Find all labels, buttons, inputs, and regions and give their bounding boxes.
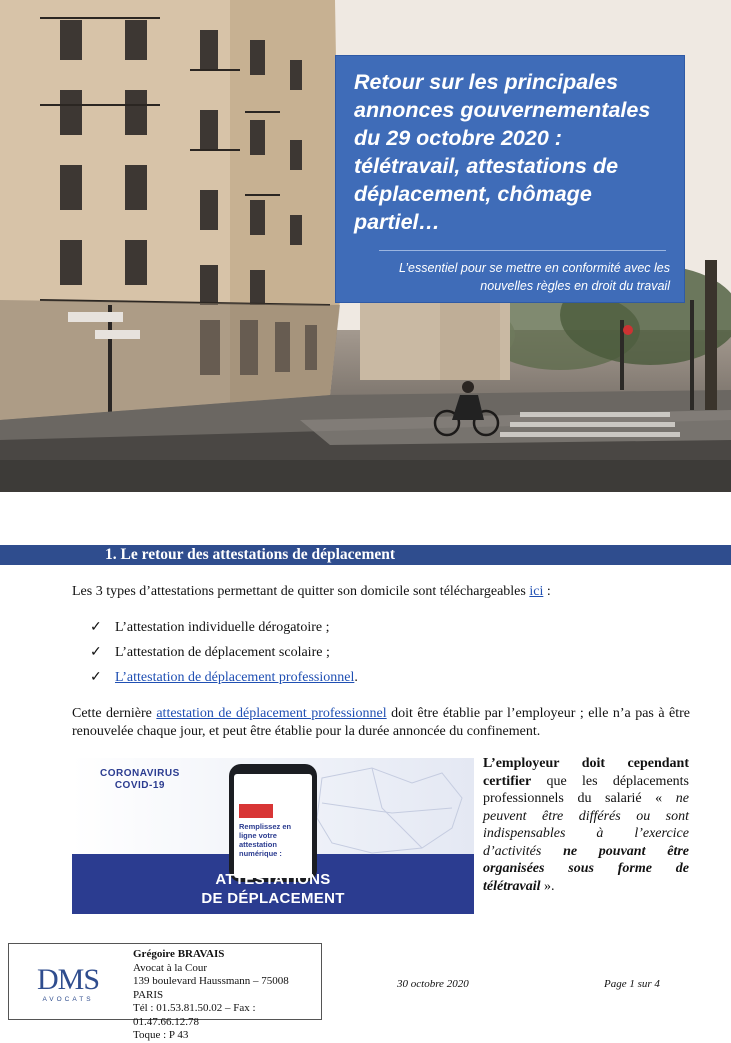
address: 139 boulevard Haussmann – 75008 PARIS (133, 975, 289, 1001)
checkmark-icon: ✓ (90, 670, 102, 685)
para2-end: doit être établie par l’employeur ; elle n’a pas à être renouvelée chaque jour, et peut être établie pour la durée annoncée du confinement. (72, 706, 691, 739)
side-text-1: que les déplacements professionnels du salarié « (483, 773, 689, 806)
lawyer-name: Grégoire BRAVAIS (133, 948, 225, 960)
side-bold-1: L’employeur doit cependant certifier (483, 756, 689, 789)
side-bold-italic: ne pouvant être organisées sous forme de télétravail (483, 843, 689, 894)
employer-certification-text (483, 755, 689, 895)
footer-contact-box (8, 943, 322, 1041)
list-item (90, 669, 358, 694)
phone-screen (234, 774, 312, 878)
intro-end: : (543, 584, 551, 599)
coronavirus-line1: CORONAVIRUS (100, 768, 180, 779)
checkmark-icon: ✓ (90, 620, 102, 635)
toque: Toque : P 43 (133, 1029, 189, 1041)
phone-graphic (229, 764, 317, 882)
dms-logo (25, 956, 111, 1008)
contact-details (133, 948, 321, 1043)
download-link[interactable]: ici (529, 584, 544, 599)
intro-text: Les 3 types d’attestations permettant de quitter son domicile sont téléchargeables (72, 584, 530, 599)
attestation-list (90, 619, 358, 694)
title-divider (379, 250, 666, 251)
employer-paragraph (72, 705, 690, 741)
page-number: Page 1 sur 4 (604, 978, 660, 990)
banner-line2: DE DÉPLACEMENT (201, 890, 345, 907)
footer-date: 30 octobre 2020 (397, 978, 469, 990)
intro-paragraph (72, 583, 551, 601)
section-heading-bar (0, 545, 731, 565)
banner-line1: ATTESTATIONS (215, 871, 331, 888)
phone-text: Remplissez en ligne votre attestation numérique : (239, 822, 292, 858)
professional-attestation-link[interactable]: L’attestation de déplacement professionnel (115, 670, 355, 685)
document-title: Retour sur les principales annonces gouvernementales du 29 octobre 2020 : télétravail, attestations de déplacement, chômage partiel… (354, 70, 651, 234)
checkmark-icon: ✓ (90, 645, 102, 660)
hero-banner (0, 0, 731, 492)
covid-red-tag (239, 804, 273, 818)
para2-start: Cette dernière (72, 706, 157, 721)
title-box (335, 55, 685, 303)
list-item-text: L’attestation de déplacement scolaire ; (115, 645, 330, 660)
covid-attestation-image (72, 758, 474, 914)
professional-attestation-inline-link[interactable]: attestation de déplacement professionnel (156, 706, 387, 721)
svg-text:AVOCATS: AVOCATS (42, 996, 94, 1003)
svg-text:DMS: DMS (36, 963, 100, 996)
lawyer-role: Avocat à la Cour (133, 961, 208, 974)
coronavirus-label (100, 768, 180, 792)
attestations-banner-text (72, 870, 474, 908)
list-item-end: . (354, 670, 358, 685)
side-italic-1: ne peuvent être différés ou sont indispensables à l’exercice d’activités (483, 791, 689, 859)
phone-fax: Tél : 01.53.81.50.02 – Fax : 01.47.66.12.78 (133, 1002, 256, 1028)
list-item (90, 619, 358, 644)
list-item (90, 644, 358, 669)
section-heading: 1. Le retour des attestations de déplacement (105, 546, 396, 563)
coronavirus-line2: COVID-19 (114, 780, 165, 791)
document-subtitle: L’essentiel pour se mettre en conformité avec les nouvelles règles en droit du travail (399, 261, 670, 293)
side-end: ». (540, 878, 555, 894)
list-item-text: L’attestation individuelle dérogatoire ; (115, 620, 330, 635)
